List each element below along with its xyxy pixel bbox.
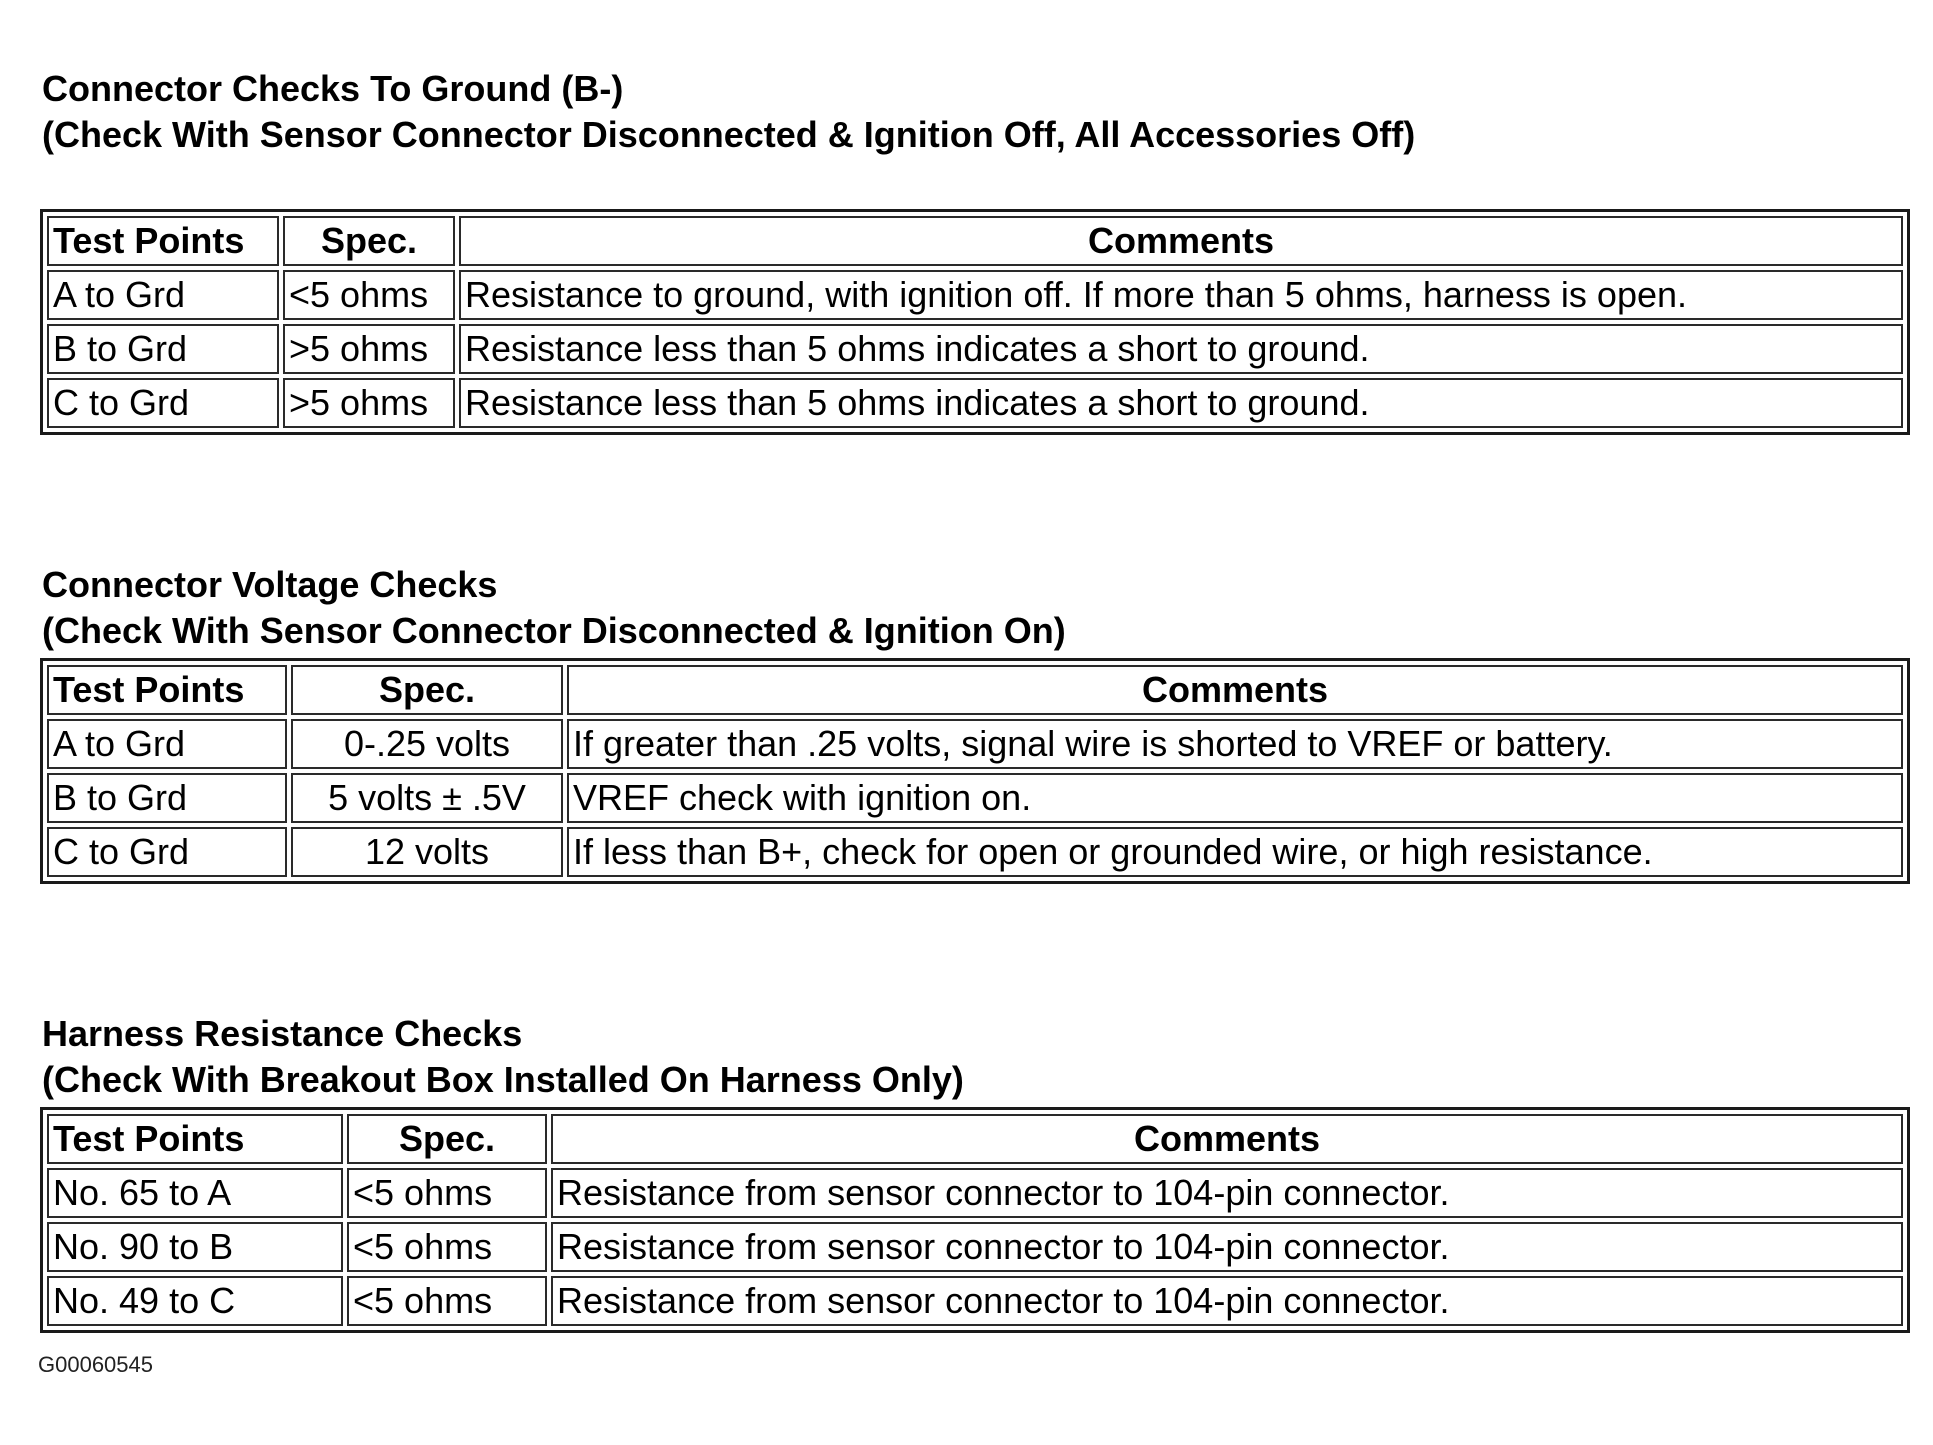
voltage-checks-table: [40, 658, 1910, 884]
table-header-row: [47, 1114, 1903, 1164]
table-row: [47, 1168, 1903, 1218]
cell-comment: If less than B+, check for open or grounded wire, or high resistance.: [567, 827, 1903, 877]
section-title: Connector Checks To Ground (B-): [42, 68, 624, 109]
cell-comment: Resistance from sensor connector to 104-pin connector.: [551, 1222, 1903, 1272]
header-test-points: Test Points: [47, 216, 279, 266]
cell-test-point: No. 49 to C: [47, 1276, 343, 1326]
cell-test-point: No. 65 to A: [47, 1168, 343, 1218]
cell-spec: <5 ohms: [347, 1168, 547, 1218]
table-row: [47, 1222, 1903, 1272]
section-voltage-checks: [42, 562, 1653, 872]
section-subtitle: (Check With Sensor Connector Disconnected & Ignition On): [42, 610, 1066, 651]
cell-test-point: No. 90 to B: [47, 1222, 343, 1272]
table-row: [47, 324, 1903, 374]
section-harness-checks: [42, 1011, 1450, 1321]
cell-spec: >5 ohms: [283, 324, 455, 374]
cell-test-point: C to Grd: [47, 378, 279, 428]
table-row: [47, 378, 1903, 428]
cell-comment: Resistance to ground, with ignition off. If more than 5 ohms, harness is open.: [459, 270, 1903, 320]
section-subtitle: (Check With Breakout Box Installed On Harness Only): [42, 1059, 964, 1100]
section-ground-checks: [42, 66, 1688, 423]
harness-checks-table: [40, 1107, 1910, 1333]
table-row: [47, 1276, 1903, 1326]
header-comments: Comments: [459, 216, 1903, 266]
cell-spec: <5 ohms: [347, 1276, 547, 1326]
header-test-points: Test Points: [47, 1114, 343, 1164]
cell-spec: <5 ohms: [283, 270, 455, 320]
cell-comment: If greater than .25 volts, signal wire is shorted to VREF or battery.: [567, 719, 1903, 769]
cell-spec: <5 ohms: [347, 1222, 547, 1272]
table-row: [47, 719, 1903, 769]
header-spec: Spec.: [347, 1114, 547, 1164]
cell-test-point: C to Grd: [47, 827, 287, 877]
cell-test-point: B to Grd: [47, 324, 279, 374]
table-row: [47, 773, 1903, 823]
header-comments: Comments: [567, 665, 1903, 715]
cell-spec: 12 volts: [291, 827, 563, 877]
header-comments: Comments: [551, 1114, 1903, 1164]
cell-spec: 0-.25 volts: [291, 719, 563, 769]
cell-spec: 5 volts ± .5V: [291, 773, 563, 823]
table-row: [47, 270, 1903, 320]
cell-test-point: A to Grd: [47, 270, 279, 320]
section-title: Harness Resistance Checks: [42, 1013, 523, 1054]
header-test-points: Test Points: [47, 665, 287, 715]
table-header-row: [47, 216, 1903, 266]
cell-comment: VREF check with ignition on.: [567, 773, 1903, 823]
header-spec: Spec.: [291, 665, 563, 715]
table-row: [47, 827, 1903, 877]
cell-comment: Resistance less than 5 ohms indicates a short to ground.: [459, 378, 1903, 428]
table-header-row: [47, 665, 1903, 715]
cell-comment: Resistance less than 5 ohms indicates a short to ground.: [459, 324, 1903, 374]
figure-code: G00060545: [38, 1352, 153, 1377]
cell-spec: >5 ohms: [283, 378, 455, 428]
cell-test-point: A to Grd: [47, 719, 287, 769]
cell-test-point: B to Grd: [47, 773, 287, 823]
section-subtitle: (Check With Sensor Connector Disconnected & Ignition Off, All Accessories Off): [42, 114, 1416, 155]
ground-checks-table: [40, 209, 1910, 435]
header-spec: Spec.: [283, 216, 455, 266]
cell-comment: Resistance from sensor connector to 104-pin connector.: [551, 1276, 1903, 1326]
section-title: Connector Voltage Checks: [42, 564, 498, 605]
cell-comment: Resistance from sensor connector to 104-pin connector.: [551, 1168, 1903, 1218]
